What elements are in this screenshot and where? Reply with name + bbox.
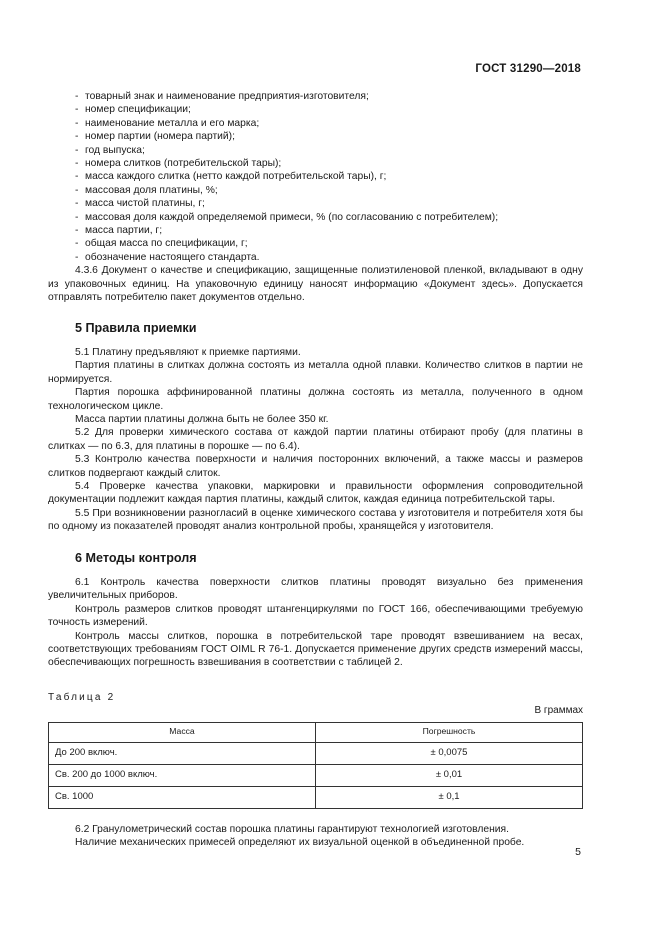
list-item: - наименование металла и его марка; — [75, 117, 260, 129]
standard-code-header: ГОСТ 31290—2018 — [475, 63, 581, 75]
paragraph-4-3-6: 4.3.6 Документ о качестве и спецификацию, защищенные полиэтиленовой пленкой, вкладывают в одну из упаковочных единиц. На упаковочную единицу наносят информацию «Документ здесь». Допускается отправлять потребителю пакет документов отдельно. — [48, 265, 583, 304]
paragraph: Масса партии платины должна быть не более 350 кг. — [75, 413, 329, 425]
table-row — [49, 764, 583, 786]
list-item: - масса каждого слитка (нетто каждой потребительской тары), г; — [75, 171, 387, 183]
table-units: В граммах — [534, 705, 583, 717]
section-5-heading: 5 Правила приемки — [75, 320, 197, 335]
paragraph: Контроль размеров слитков проводят штангенциркулями по ГОСТ 166, обеспечивающими требуемую точность измерений. — [48, 603, 583, 629]
page-number: 5 — [575, 846, 581, 858]
table-cell: ± 0,0075 — [316, 742, 583, 764]
paragraph: 5.5 При возникновении разногласий в оценке химического состава у изготовителя и потребителя хотя бы по одному из показателей проводят анализ контрольной пробы, хранящейся у изготовителя. — [48, 507, 583, 533]
table-cell: До 200 включ. — [49, 742, 316, 764]
list-item: - номер спецификации; — [75, 104, 191, 116]
table-caption: Таблица 2 — [48, 691, 116, 703]
paragraph: 5.2 Для проверки химического состава от каждой партии платины отбирают пробу (для платины в слитках — по 6.3, для платины в порошке — по 6.4). — [48, 427, 583, 452]
paragraph: Партия порошка аффинированной платины должна состоять из металла, полученного в одном технологическом цикле. — [48, 387, 583, 412]
table-row — [49, 786, 583, 808]
paragraph: 6.2 Гранулометрический состав порошка платины гарантируют технологией изготовления. — [75, 823, 509, 835]
section-6-heading: 6 Методы контроля — [75, 550, 197, 565]
table-cell: Св. 1000 — [49, 786, 316, 808]
paragraph: 5.1 Платину предъявляют к приемке партиями. — [75, 346, 301, 358]
paragraph: Наличие механических примесей определяют их визуальной оценкой в объединенной пробе. — [75, 837, 525, 849]
after-table-text — [48, 823, 583, 850]
list-item: - общая масса по спецификации, г; — [75, 238, 248, 250]
list-item: - обозначение настоящего стандарта. — [75, 251, 260, 263]
list-item: - масса чистой платины, г; — [75, 198, 205, 210]
paragraph: Партия платины в слитках должна состоять из металла одной плавки. Количество слитков в партии не нормируется. — [48, 360, 583, 385]
column-header-mass: Масса — [49, 722, 316, 742]
column-header-error: Погрешность — [316, 722, 583, 742]
table-row — [49, 742, 583, 764]
error-table — [48, 722, 583, 809]
list-item: - номера слитков (потребительской тары); — [75, 158, 282, 170]
paragraph: 6.1 Контроль качества поверхности слитков платины проводят визуально без применения увеличительных приборов. — [48, 577, 583, 602]
list-item: - год выпуска; — [75, 144, 145, 156]
page-content — [48, 90, 583, 849]
list-item: - масса партии, г; — [75, 225, 163, 237]
paragraph: 5.3 Контролю качества поверхности и наличия посторонних включений, а также массы и размеров слитков подвергают каждый слиток. — [48, 454, 583, 479]
list-item: - массовая доля каждой определяемой примеси, % (по согласованию с потребителем); — [75, 211, 499, 223]
paragraph: 5.4 Проверке качества упаковки, маркировки и правильности оформления сопроводительной документации подлежит каждая партия платины, каждый слиток, каждая единица потребительской тары. — [48, 480, 583, 506]
table-header-row — [49, 722, 583, 742]
marking-list — [48, 90, 583, 264]
list-item: - номер партии (номера партий); — [75, 131, 235, 143]
list-item: - массовая доля платины, %; — [75, 184, 218, 196]
paragraph: Контроль массы слитков, порошка в потребительской таре проводят взвешиванием на весах, соответствующих требованиям ГОСТ OIML R 76-1. Допускается применение других средств измерений массы, обеспечивающих погрешность взвешивания в соответствии с таблицей 2. — [48, 630, 583, 669]
table-cell: ± 0,01 — [316, 764, 583, 786]
table-cell: Св. 200 до 1000 включ. — [49, 764, 316, 786]
table-cell: ± 0,1 — [316, 786, 583, 808]
list-item: - товарный знак и наименование предприятия-изготовителя; — [75, 91, 369, 102]
